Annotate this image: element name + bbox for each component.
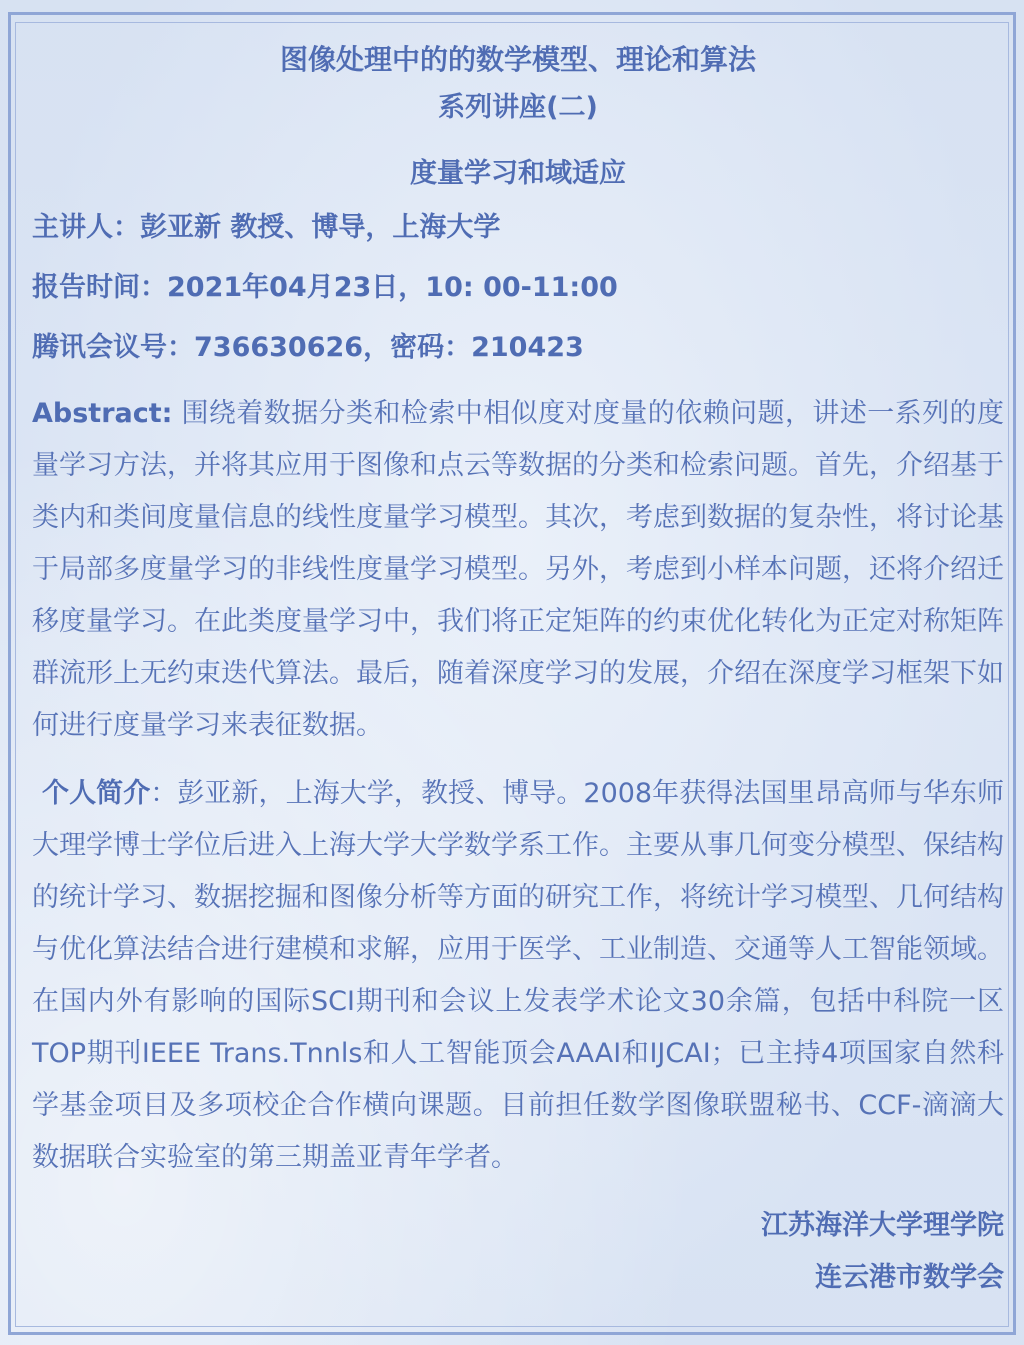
speaker-line: 主讲人：彭亚新 教授、博导，上海大学 [32, 212, 501, 243]
abstract-text: 围绕着数据分类和检索中相似度对度量的依赖问题，讲述一系列的度量学习方法，并将其应用于图像和点云等数据的分类和检索问题。首先，介绍基于类内和类间度量信息的线性度量学习模型。其次，考虑到数据的复杂性，将讨论基于局部多度量学习的非线性度量学习模型。另外，考虑到小样本问题，还将介绍迁移度量学习。在此类度量学习中，我们将正定矩阵的约束优化转化为正定对称矩阵群流形上无约束迭代算法。最后，随着深度学习的发展，介绍在深度学习框架下如何进行度量学习来表征数据。 [32, 398, 1004, 741]
time-line: 报告时间：2021年04月23日，10: 00-11:00 [32, 272, 618, 303]
bio-label: 个人简介 [42, 778, 151, 809]
lecture-topic: 度量学习和域适应 [410, 158, 626, 189]
bio-paragraph [32, 768, 1004, 1184]
meeting-line: 腾讯会议号：736630626，密码：210423 [32, 332, 584, 363]
series-subtitle: 系列讲座(二) [438, 92, 598, 123]
bio-text: ：彭亚新，上海大学，教授、博导。2008年获得法国里昂高师与华东师大理学博士学位后进入上海大学大学数学系工作。主要从事几何变分模型、保结构的统计学习、数据挖掘和图像分析等方面的研究工作，将统计学习模型、几何结构与优化算法结合进行建模和求解，应用于医学、工业制造、交通等人工智能领域。在国内外有影响的国际SCI期刊和会议上发表学术论文30余篇，包括中科院一区TOP期刊IEEE Trans.Tnnls和人工智能顶会AAAI和IJCAI；已主持4项国家自然科学基金项目及多项校企合作横向课题。目前担任数学图像联盟秘书、CCF-滴滴大数据联合实验室的第三期盖亚青年学者。 [32, 778, 1004, 1173]
series-title: 图像处理中的的数学模型、理论和算法 [279, 43, 756, 76]
organizer-1: 江苏海洋大学理学院 [761, 1210, 1004, 1241]
abstract-label: Abstract: [32, 398, 173, 429]
poster-content [32, 36, 1004, 1304]
organizer-2: 连云港市数学会 [815, 1262, 1004, 1293]
abstract-paragraph [32, 388, 1004, 752]
